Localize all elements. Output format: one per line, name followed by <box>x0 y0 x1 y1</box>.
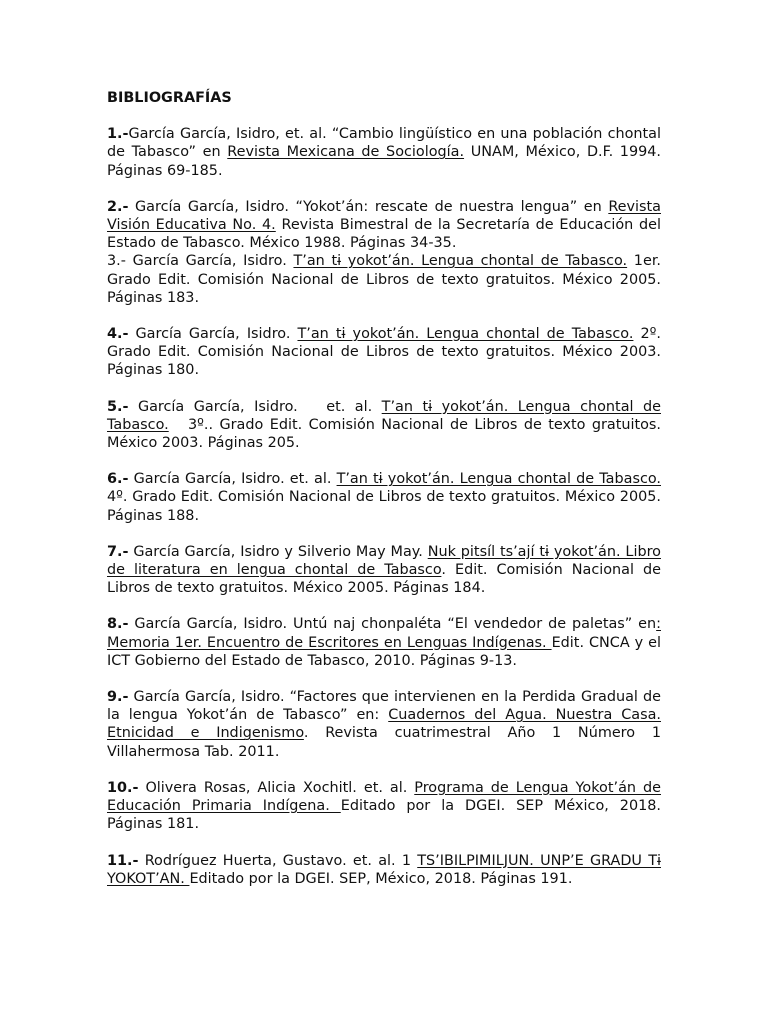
entry-text: UNAM, México, D.F. 1994. Páginas 69-185. <box>107 144 661 179</box>
entry-number: 5.- <box>107 398 129 415</box>
entry-text: 3º.. Grado Edit. Comisión Nacional de Libros de texto gratuitos. México 2003. Páginas 205. <box>107 416 666 452</box>
entry-title: : Memoria 1er. Encuentro de Escritores en Lenguas Indígenas. <box>107 616 661 651</box>
bibliography-entry-2 <box>107 198 661 253</box>
entry-text: García García, Isidro, et. al. “Cambio lingüístico en una población chontal de Tabasco” en <box>107 126 661 161</box>
entry-text: 1er. Grado Edit. Comisión Nacional de Libros de texto gratuitos. México 2005. Páginas 183. <box>107 253 661 306</box>
entry-number: 10.- <box>107 779 139 796</box>
bibliography-entry-1 <box>107 125 661 180</box>
entry-title: Revista Visión Educativa No. 4. <box>107 198 661 234</box>
entry-text: García García, Isidro. “Factores que intervienen en la Perdida Gradual de la lengua Yokot’án de Tabasco” en: <box>107 689 661 724</box>
bibliography-entry-5 <box>107 398 666 453</box>
bibliography-entry-9 <box>107 688 661 761</box>
entry-title: T’an tɨ yokot’án. Lengua chontal de Tabasco. <box>336 471 661 488</box>
entry-text: 2º. Grado Edit. Comisión Nacional de Libros de texto gratuitos. México 2003. Páginas 180. <box>107 326 661 379</box>
entry-title: Programa de Lengua Yokot’án de Educación Primaria Indígena. <box>107 779 661 815</box>
entry-title: Nuk pitsíl ts’ají tɨ yokot’án. Libro de literatura en lengua chontal de Tabasco <box>107 543 661 579</box>
bibliography-entry-6 <box>107 470 671 525</box>
entry-title: Cuadernos del Agua. Nuestra Casa. Etnicidad e Indigenismo <box>107 707 661 742</box>
bibliography-entry-3 <box>107 252 661 307</box>
entry-number: 6.- <box>107 471 129 488</box>
entry-text: . Edit. Comisión Nacional de Libros de texto gratuitos. México 2005. Páginas 184. <box>107 562 661 597</box>
bibliography-entry-10 <box>107 779 661 834</box>
entry-title: Revista Mexicana de Sociología. <box>227 144 465 161</box>
entry-number: 1.- <box>107 126 129 143</box>
page-title: BIBLIOGRAFÍAS <box>107 90 232 106</box>
bibliography-entry-8 <box>107 615 661 670</box>
bibliography-page <box>107 89 671 906</box>
entry-text: Editado por la DGEI. SEP México, 2018. Páginas 181. <box>107 798 662 833</box>
bibliography-entry-11 <box>107 852 661 888</box>
entry-text: Edit. CNCA y el ICT Gobierno del Estado de Tabasco, 2010. Páginas 9-13. <box>107 634 661 669</box>
bibliography-entry-4 <box>107 325 661 380</box>
entry-number: 8.- <box>107 616 129 633</box>
entry-text: Rodríguez Huerta, Gustavo. et. al. 1 <box>138 852 418 869</box>
entry-text: . Revista cuatrimestral Año 1 Número 1 Villahermosa Tab. 2011. <box>107 725 661 760</box>
entry-text: García García, Isidro. “Yokot’án: rescate de nuestra lengua” en <box>128 198 609 215</box>
entry-text: García García, Isidro. et. al. <box>128 471 337 488</box>
bibliography-entry-7 <box>107 543 661 598</box>
entry-title: TS’IBILPIMILJUN. UNP’E GRADU Tɨ YOKOT’AN. <box>107 852 661 887</box>
entry-title: T’an tɨ yokot’án. Lengua chontal de Tabasco. <box>297 326 634 343</box>
entry-number: 2.- <box>107 198 129 215</box>
entry-text: Editado por la DGEI. SEP, México, 2018. Páginas 191. <box>189 870 573 887</box>
entry-text: García García, Isidro. et. al. <box>128 398 382 415</box>
entry-text: Revista Bimestral de la Secretaría de Educación del Estado de Tabasco. México 1988. Páginas 34-35. <box>107 217 661 252</box>
entry-number: 9.- <box>107 689 129 706</box>
entry-text: García García, Isidro. <box>128 326 298 343</box>
entry-text: García García, Isidro y Silverio May May. <box>128 543 428 560</box>
entry-text: García García, Isidro. <box>125 253 294 270</box>
entry-title: T’an tɨ yokot’án. Lengua chontal de Tabasco. <box>293 253 628 270</box>
entry-title: T’an tɨ yokot’án. Lengua chontal de Tabasco. <box>107 398 661 433</box>
entry-number: 3.- <box>107 253 126 270</box>
entry-text: García García, Isidro. Untú naj chonpaléta “El vendedor de paletas” en <box>128 616 657 633</box>
entry-text: Olivera Rosas, Alicia Xochitl. et. al. <box>138 779 415 796</box>
entry-text: 4º. Grado Edit. Comisión Nacional de Libros de texto gratuitos. México 2005. Páginas 188. <box>107 471 671 524</box>
entry-number: 7.- <box>107 543 129 560</box>
entry-number: 4.- <box>107 326 129 343</box>
entry-number: 11.- <box>107 852 139 869</box>
